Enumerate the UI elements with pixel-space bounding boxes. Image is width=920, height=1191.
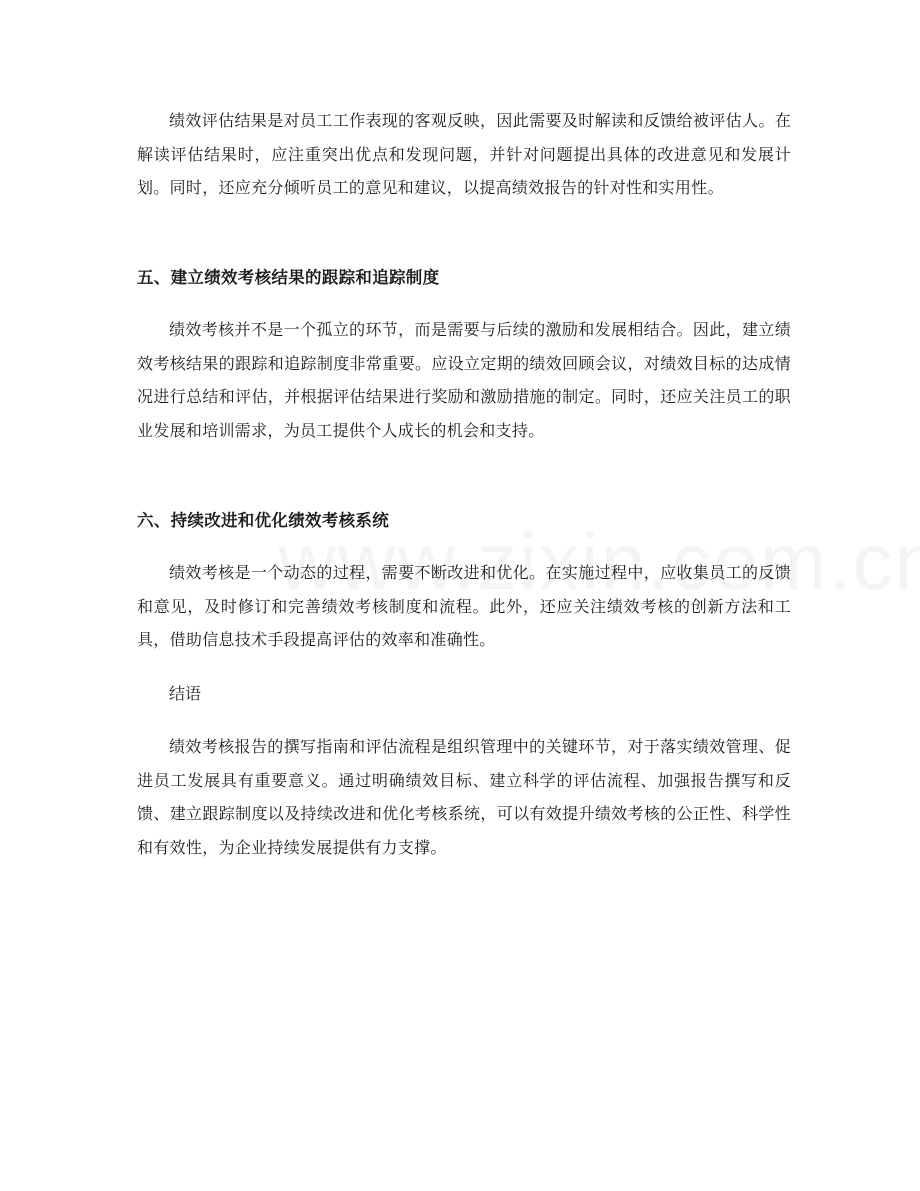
conclusion-body-block <box>137 730 791 864</box>
section-5-heading: 五、建立绩效考核结果的跟踪和追踪制度 <box>137 268 440 287</box>
section-5-heading-block <box>137 266 791 290</box>
intro-block <box>137 104 791 205</box>
conclusion-paragraph: 绩效考核报告的撰写指南和评估流程是组织管理中的关键环节，对于落实绩效管理、促进员工发展具有重要意义。通过明确绩效目标、建立科学的评估流程、加强报告撰写和反馈、建立跟踪制度以及持续改进和优化考核系统，可以有效提升绩效考核的公正性、科学性和有效性，为企业持续发展提供有力支撑。 <box>137 737 791 857</box>
intro-paragraph: 绩效评估结果是对员工工作表现的客观反映，因此需要及时解读和反馈给被评估人。在解读评估结果时，应注重突出优点和发现问题，并针对问题提出具体的改进意见和发展计划。同时，还应充分倾听员工的意见和建议，以提高绩效报告的针对性和实用性。 <box>137 111 791 197</box>
conclusion-label-block <box>137 682 791 706</box>
section-6-paragraph: 绩效考核是一个动态的过程，需要不断改进和优化。在实施过程中，应收集员工的反馈和意见，及时修订和完善绩效考核制度和流程。此外，还应关注绩效考核的创新方法和工具，借助信息技术手段提高评估的效率和准确性。 <box>137 563 791 649</box>
section-5-body-block <box>137 313 791 447</box>
section-5-paragraph: 绩效考核并不是一个孤立的环节，而是需要与后续的激励和发展相结合。因此，建立绩效考核结果的跟踪和追踪制度非常重要。应设立定期的绩效回顾会议，对绩效目标的达成情况进行总结和评估，并根据评估结果进行奖励和激励措施的制定。同时，还应关注员工的职业发展和培训需求，为员工提供个人成长的机会和支持。 <box>137 320 791 440</box>
section-6-heading: 六、持续改进和优化绩效考核系统 <box>137 511 389 530</box>
section-6-heading-block <box>137 509 791 533</box>
conclusion-label: 结语 <box>169 684 202 703</box>
section-6-body-block <box>137 556 791 657</box>
